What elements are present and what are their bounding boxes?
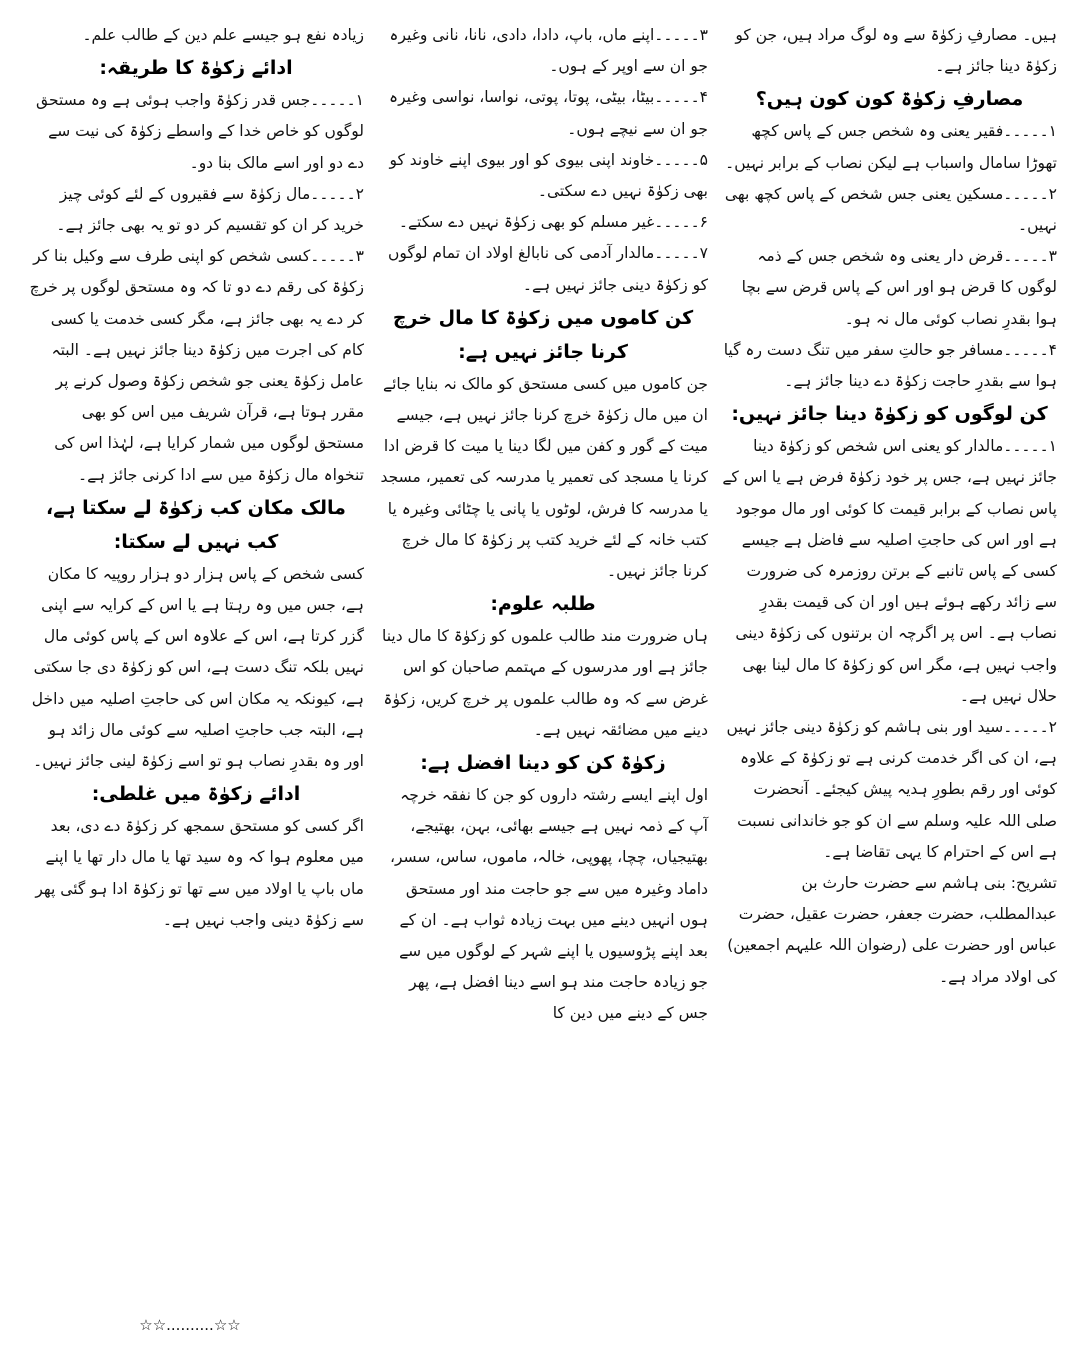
paragraph: کسی شخص کے پاس ہزار دو ہزار روپیہ کا مکان ہے، جس میں وہ رہتا ہے یا اس کے کرایہ سے اپنی گزر کرتا ہے، اس کے علاوہ اس کے پاس کوئی مال نہیں بلکہ تنگ دست ہے، اس کو زکوٰۃ دی جا سکتی ہے، کیونکہ یہ مکان اس کی حاجتِ اصلیہ میں داخل ہے، البتہ جب حاجتِ اصلیہ سے کوئی مال زائد ہو اور وہ بقدرِ نصاب ہو تو اسے زکوٰۃ لینی جائز نہیں۔ [31, 564, 364, 771]
paragraph: ۱۔۔۔۔۔مالدار کو یعنی اس شخص کو زکوٰۃ دینا جائز نہیں ہے، جس پر خود زکوٰۃ فرض ہے یا اس کے پاس نصاب کے برابر قیمت کا کوئی اور مال موجود ہے اور اس کی حاجتِ اصلیہ سے فاضل ہے جیسے کسی کے پاس تانبے کے برتن روزمرہ کی ضرورت سے زائد رکھے ہوئے ہیں اور ان کی قیمت بقدرِ نصاب ہے۔ اس پر اگرچہ ان برتنوں کی زکوٰۃ دینی واجب نہیں ہے، مگر اس کو زکوٰۃ کا مال لینا بھی حلال نہیں ہے۔ [722, 437, 1057, 705]
section-heading: طلبہ علوم: [490, 593, 596, 616]
section-heading: کن کاموں میں زکوٰۃ کا مال خرچ کرنا جائز نہیں ہے: [392, 306, 694, 363]
paragraph: ۱۔۔۔۔۔جس قدر زکوٰۃ واجب ہوئی ہے وہ مستحق لوگوں کو خاص خدا کے واسطے زکوٰۃ کی نیت سے دے دو اور اسے مالک بنا دو۔ [36, 91, 364, 172]
section-heading: ادائے زکوٰۃ کا طریقہ: [99, 57, 293, 80]
paragraph: ۲۔۔۔۔۔سید اور بنی ہاشم کو زکوٰۃ دینی جائز نہیں ہے، ان کی اگر خدمت کرنی ہے تو زکوٰۃ کے علاوہ کوئی اور رقم بطورِ ہدیہ پیش کیجئے۔ آنحضرت صلی اللہ علیہ وسلم سے ان کو جو خاندانی نسبت ہے اس کے احترام کا یہی تقاضا ہے۔ [726, 718, 1057, 861]
paragraph: تشریح: بنی ہاشم سے حضرت حارث بن عبدالمطلب، حضرت جعفر، حضرت عقیل، حضرت عباس اور حضرت علی (رضوان اللہ علیہم اجمعین) کی اولاد مراد ہے۔ [727, 874, 1057, 986]
section-heading: مالک مکان کب زکوٰۃ لے سکتا ہے، کب نہیں لے سکتا: [46, 496, 346, 553]
paragraph: ۵۔۔۔۔۔خاوند اپنی بیوی کو اور بیوی اپنے خاوند کو بھی زکوٰۃ نہیں دے سکتی۔ [389, 150, 708, 201]
paragraph: ۴۔۔۔۔۔بیٹا، بیٹی، پوتا، پوتی، نواسا، نواسی وغیرہ جو ان سے نیچے ہوں۔ [389, 88, 708, 138]
paragraph: ۴۔۔۔۔۔مسافر جو حالتِ سفر میں تنگ دست رہ گیا ہوا سے بقدرِ حاجت زکوٰۃ دے دینا جائز ہے۔ [723, 340, 1057, 391]
section-heading: مصارفِ زکوٰۃ کون کون ہیں؟ [755, 88, 1024, 111]
paragraph: ۲۔۔۔۔۔مسکین یعنی جس شخص کے پاس کچھ بھی نہیں۔ [724, 184, 1057, 235]
paragraph: زیادہ نفع ہو جیسے علم دین کے طالب علم۔ [82, 26, 364, 44]
paragraph: ہیں۔ مصارفِ زکوٰۃ سے وہ لوگ مراد ہیں، جن کو زکوٰۃ دینا جائز ہے۔ [735, 26, 1057, 76]
paragraph: ۷۔۔۔۔۔مالدار آدمی کی نابالغ اولاد ان تمام لوگوں کو زکوٰۃ دینی جائز نہیں ہے۔ [388, 244, 708, 294]
section-heading: کن لوگوں کو زکوٰۃ دینا جائز نہیں: [731, 403, 1048, 426]
footer-ornament: ☆☆..........☆☆ [139, 1316, 241, 1334]
column-middle [378, 20, 708, 1030]
paragraph: ۶۔۔۔۔۔غیر مسلم کو بھی زکوٰۃ نہیں دے سکتے۔ [398, 213, 708, 232]
paragraph: ۲۔۔۔۔۔مال زکوٰۃ سے فقیروں کے لئے کوئی چیز خرید کر ان کو تقسیم کر دو تو یہ بھی جائز ہے۔ [56, 184, 364, 235]
column-right [722, 20, 1057, 993]
paragraph: ہاں ضرورت مند طالب علموں کو زکوٰۃ کا مال دینا جائز ہے اور مدرسوں کے مہتمم صاحبان کو اس غرض سے کہ وہ طالب علموں پر خرچ کریں، زکوٰۃ دینے میں مضائقہ نہیں ہے۔ [382, 627, 708, 739]
section-heading: ادائے زکوٰۃ میں غلطی: [91, 783, 301, 806]
paragraph: ۳۔۔۔۔۔کسی شخص کو اپنی طرف سے وکیل بنا کر زکوٰۃ کی رقم دے دو تا کہ وہ مستحق لوگوں پر خرچ کر دے یہ بھی جائز ہے، مگر کسی خدمت یا کسی کام کی اجرت میں زکوٰۃ دینا جائز نہیں ہے۔ البتہ عامل زکوٰۃ یعنی جو شخص زکوٰۃ وصول کرنے پر مقرر ہوتا ہے، قرآن شریف میں اس کو بھی مستحق لوگوں میں شمار کرایا ہے، لہٰذا اس کی تنخواہ مال زکوٰۃ میں سے ادا کرنی جائز ہے۔ [29, 247, 364, 484]
paragraph: ۳۔۔۔۔۔قرض دار یعنی وہ شخص جس کے ذمہ لوگوں کا قرض ہو اور اس کے پاس قرض سے بچا ہوا بقدرِ نصاب کوئی مال نہ ہو۔ [741, 247, 1057, 328]
paragraph: ۳۔۔۔۔۔اپنے ماں، باپ، دادا، دادی، نانا، نانی وغیرہ جو ان سے اوپر کے ہوں۔ [389, 26, 708, 76]
paragraph: جن کاموں میں کسی مستحق کو مالک نہ بنایا جائے ان میں مال زکوٰۃ خرچ کرنا جائز نہیں ہے، جیسے میت کے گور و کفن میں لگا دینا یا میت کا قرض ادا کرنا یا مسجد کی تعمیر یا مدرسہ کی تعمیر، مسجد یا مدرسہ کا فرش، لوٹوں یا پانی یا چٹائی وغیرہ یا کتب خانہ کے لئے خرید کتب پر زکوٰۃ کا مال خرچ کرنا جائز نہیں۔ [380, 374, 708, 581]
paragraph: اگر کسی کو مستحق سمجھ کر زکوٰۃ دے دی، بعد میں معلوم ہوا کہ وہ سید تھا یا مال دار تھا یا اپنے ماں باپ یا اولاد میں سے تھا تو زکوٰۃ ادا ہو گئی پھر سے زکوٰۃ دینی واجب نہیں ہے۔ [35, 817, 364, 929]
column-left [28, 20, 364, 936]
paragraph: اول اپنے ایسے رشتہ داروں کو جن کا نفقہ خرچہ آپ کے ذمہ نہیں ہے جیسے بھائی، بہن، بھتیجے، بھتیجیاں، چچا، پھوپی، خالہ، ماموں، ساس، سسر، داماد وغیرہ میں سے جو حاجت مند اور مستحق ہوں انہیں دینے میں بہت زیادہ ثواب ہے۔ ان کے بعد اپنے پڑوسیوں یا اپنے شہر کے لوگوں میں سے جو زیادہ حاجت مند ہو اسے دینا افضل ہے، پھر جس کے دینے میں دین کا [389, 786, 708, 1023]
paragraph: ۱۔۔۔۔۔فقیر یعنی وہ شخص جس کے پاس کچھ تھوڑا سامال واسباب ہے لیکن نصاب کے برابر نہیں۔ [725, 122, 1057, 172]
section-heading: زکوٰۃ کن کو دینا افضل ہے: [420, 752, 666, 775]
